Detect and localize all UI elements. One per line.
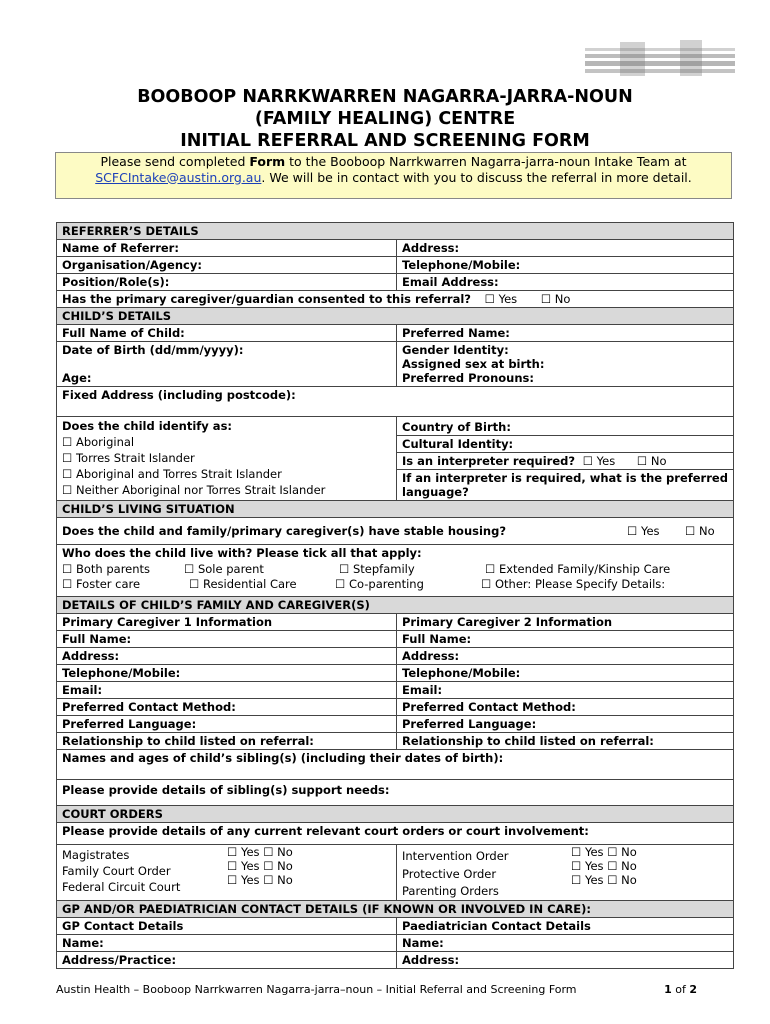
cg2-email-field[interactable]: Email: — [397, 682, 734, 699]
stepfamily-checkbox[interactable]: ☐ Stepfamily — [339, 562, 415, 576]
housing-row: Does the child and family/primary caregiver(s) have stable housing? ☐ Yes ☐ No — [57, 518, 734, 545]
cg2-full-name-field[interactable]: Full Name: — [397, 631, 734, 648]
court-section-heading: COURT ORDERS — [57, 806, 734, 823]
sole-parent-checkbox[interactable]: ☐ Sole parent — [184, 562, 264, 576]
child-full-name-field[interactable]: Full Name of Child: — [57, 325, 397, 342]
page-number: 1 of 2 — [664, 983, 697, 996]
cg1-address-field[interactable]: Address: — [57, 648, 397, 665]
paed-address-field[interactable]: Address: — [397, 952, 734, 969]
referrer-phone-field[interactable]: Telephone/Mobile: — [397, 257, 734, 274]
preferred-language-field[interactable]: If an interpreter is required, what is the preferred language? — [397, 470, 734, 501]
consent-no-checkbox[interactable]: ☐ No — [540, 292, 571, 306]
court-left-group: Magistrates Family Court Order Federal Circuit Court ☐ Yes ☐ No ☐ Yes ☐ No ☐ Yes ☐ No — [57, 845, 397, 901]
cg1-contact-method-field[interactable]: Preferred Contact Method: — [57, 699, 397, 716]
protective-no-checkbox[interactable]: ☐ No — [607, 859, 637, 873]
housing-yes-checkbox[interactable]: ☐ Yes — [627, 524, 660, 538]
gp-section-heading: GP AND/OR PAEDIATRICIAN CONTACT DETAILS (IF KNOWN OR INVOLVED IN CARE): — [57, 901, 734, 918]
child-preferred-name-field[interactable]: Preferred Name: — [397, 325, 734, 342]
cg1-relationship-field[interactable]: Relationship to child listed on referral: — [57, 733, 397, 750]
form-title: BOOBOOP NARRKWARREN NAGARRA-JARRA-NOUN (FAMILY HEALING) CENTRE INITIAL REFERRAL AND SCREENING FORM — [137, 87, 633, 151]
interpreter-row: Is an interpreter required? ☐ Yes ☐ No — [397, 453, 734, 470]
identify-tsi-checkbox[interactable]: ☐ Torres Strait Islander — [62, 451, 195, 465]
protective-yes-checkbox[interactable]: ☐ Yes — [571, 859, 604, 873]
paed-details-heading: Paediatrician Contact Details — [397, 918, 734, 935]
austin-health-logo — [585, 40, 735, 78]
child-identify-group: Does the child identify as: ☐ Aboriginal ☐ Torres Strait Islander ☐ Aboriginal and Torres Strait Islander ☐ Neither Aboriginal nor Torres Strait Islander — [57, 417, 397, 501]
page-footer — [56, 983, 733, 996]
child-dob-age-field[interactable]: Date of Birth (dd/mm/yyyy): Age: — [57, 342, 397, 387]
both-parents-checkbox[interactable]: ☐ Both parents — [62, 562, 151, 576]
live-with-group: Who does the child live with? Please tick all that apply: ☐ Both parents ☐ Sole parent ☐ Stepfamily ☐ Extended Family/Kinship Care ☐ Foster care ☐ Residential Care ☐ Co-parenting ☐ Other: Please Specify Details: — [57, 545, 734, 597]
child-gender-field[interactable]: Gender Identity: Assigned sex at birth: Preferred Pronouns: — [397, 342, 734, 387]
footer-text: Austin Health – Booboop Narrkwarren Nagarra-jarra–noun – Initial Referral and Screening Form — [56, 983, 577, 996]
caregiver1-heading: Primary Caregiver 1 Information — [57, 614, 397, 631]
residential-care-checkbox[interactable]: ☐ Residential Care — [189, 577, 297, 591]
living-section-heading: CHILD’S LIVING SITUATION — [57, 501, 734, 518]
child-country-field[interactable]: Country of Birth: — [397, 417, 734, 436]
federal-court-no-checkbox[interactable]: ☐ No — [263, 873, 293, 887]
interpreter-yes-checkbox[interactable]: ☐ Yes — [582, 454, 616, 468]
referrer-address-field[interactable]: Address: — [397, 240, 734, 257]
foster-care-checkbox[interactable]: ☐ Foster care — [62, 577, 141, 591]
referrer-name-field[interactable]: Name of Referrer: — [57, 240, 397, 257]
identify-neither-checkbox[interactable]: ☐ Neither Aboriginal nor Torres Strait Islander — [62, 483, 326, 497]
cg2-language-field[interactable]: Preferred Language: — [397, 716, 734, 733]
siblings-field[interactable]: Names and ages of child’s sibling(s) (including their dates of birth): — [57, 750, 734, 780]
magistrates-yes-checkbox[interactable]: ☐ Yes — [227, 845, 260, 859]
cg1-language-field[interactable]: Preferred Language: — [57, 716, 397, 733]
cg1-phone-field[interactable]: Telephone/Mobile: — [57, 665, 397, 682]
cg2-contact-method-field[interactable]: Preferred Contact Method: — [397, 699, 734, 716]
consent-row: Has the primary caregiver/guardian consented to this referral? ☐ Yes ☐ No — [57, 291, 734, 308]
submission-notice: Please send completed Form to the Booboop Narrkwarren Nagarra-jarra-noun Intake Team at SCFCIntake@austin.org.au. We will be in contact with you to discuss the referral in more detail. — [55, 152, 732, 199]
identify-both-checkbox[interactable]: ☐ Aboriginal and Torres Strait Islander — [62, 467, 282, 481]
extended-family-checkbox[interactable]: ☐ Extended Family/Kinship Care — [485, 562, 671, 576]
coparenting-checkbox[interactable]: ☐ Co-parenting — [335, 577, 424, 591]
referrer-section-heading: REFERRER’S DETAILS — [57, 223, 734, 240]
housing-no-checkbox[interactable]: ☐ No — [685, 524, 715, 538]
family-court-yes-checkbox[interactable]: ☐ Yes — [227, 859, 260, 873]
gp-address-field[interactable]: Address/Practice: — [57, 952, 397, 969]
court-prompt: Please provide details of any current relevant court orders or court involvement: — [57, 823, 734, 845]
consent-yes-checkbox[interactable]: ☐ Yes — [484, 292, 518, 306]
interpreter-no-checkbox[interactable]: ☐ No — [636, 454, 667, 468]
intervention-no-checkbox[interactable]: ☐ No — [607, 845, 637, 859]
gp-details-heading: GP Contact Details — [57, 918, 397, 935]
parenting-yes-checkbox[interactable]: ☐ Yes — [571, 873, 604, 887]
parenting-no-checkbox[interactable]: ☐ No — [607, 873, 637, 887]
cg2-phone-field[interactable]: Telephone/Mobile: — [397, 665, 734, 682]
intake-email-link[interactable]: SCFCIntake@austin.org.au — [95, 169, 262, 185]
federal-court-yes-checkbox[interactable]: ☐ Yes — [227, 873, 260, 887]
cg1-full-name-field[interactable]: Full Name: — [57, 631, 397, 648]
court-right-group: Intervention Order Protective Order Parenting Orders ☐ Yes ☐ No ☐ Yes ☐ No ☐ Yes ☐ No — [397, 845, 734, 901]
child-fixed-address-field[interactable]: Fixed Address (including postcode): — [57, 387, 734, 417]
referrer-email-field[interactable]: Email Address: — [397, 274, 734, 291]
gp-name-field[interactable]: Name: — [57, 935, 397, 952]
referrer-org-field[interactable]: Organisation/Agency: — [57, 257, 397, 274]
referrer-position-field[interactable]: Position/Role(s): — [57, 274, 397, 291]
magistrates-no-checkbox[interactable]: ☐ No — [263, 845, 293, 859]
family-court-no-checkbox[interactable]: ☐ No — [263, 859, 293, 873]
family-section-heading: DETAILS OF CHILD’S FAMILY AND CAREGIVER(S) — [57, 597, 734, 614]
intervention-yes-checkbox[interactable]: ☐ Yes — [571, 845, 604, 859]
caregiver2-heading: Primary Caregiver 2 Information — [397, 614, 734, 631]
cg2-relationship-field[interactable]: Relationship to child listed on referral: — [397, 733, 734, 750]
sibling-support-field[interactable]: Please provide details of sibling(s) support needs: — [57, 780, 734, 806]
child-cultural-field[interactable]: Cultural Identity: — [397, 436, 734, 453]
cg2-address-field[interactable]: Address: — [397, 648, 734, 665]
identify-aboriginal-checkbox[interactable]: ☐ Aboriginal — [62, 435, 135, 449]
paed-name-field[interactable]: Name: — [397, 935, 734, 952]
cg1-email-field[interactable]: Email: — [57, 682, 397, 699]
other-living-checkbox[interactable]: ☐ Other: Please Specify Details: — [481, 577, 666, 591]
referral-form-table — [56, 222, 734, 969]
child-section-heading: CHILD’S DETAILS — [57, 308, 734, 325]
